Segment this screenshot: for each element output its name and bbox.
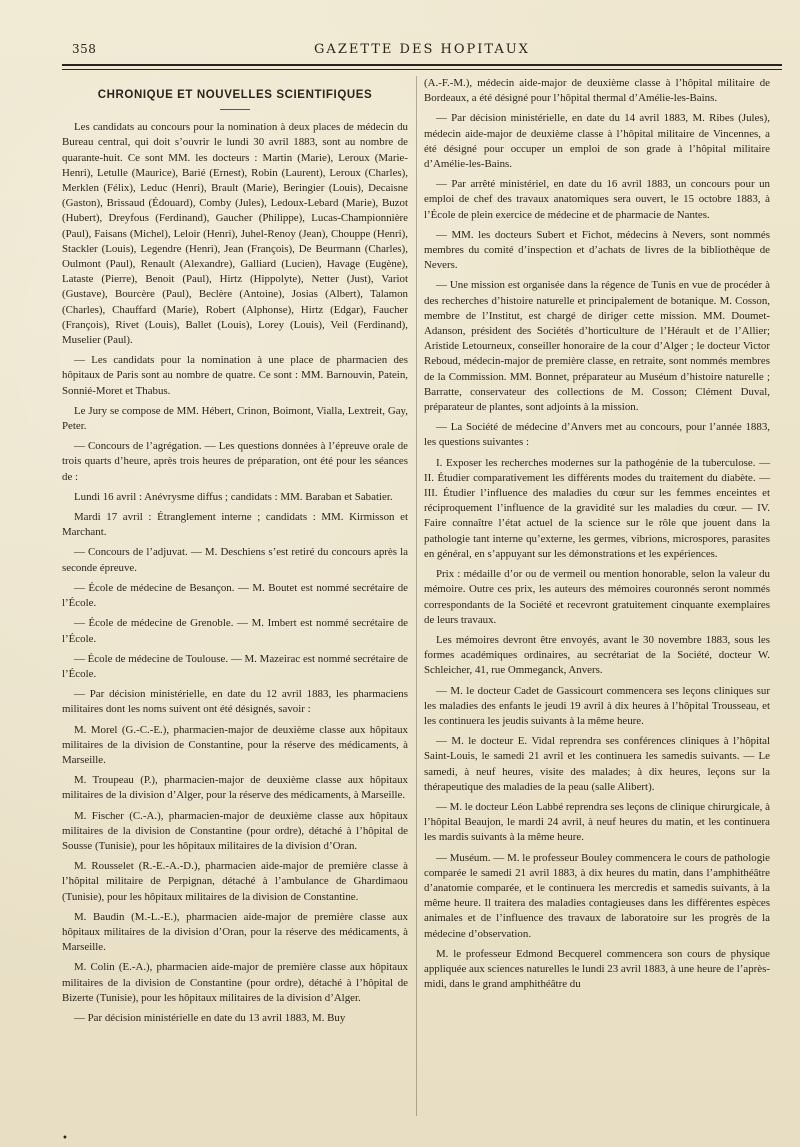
paragraph: — M. le docteur Cadet de Gassicourt commencera ses leçons cliniques sur les maladies des enfants le jeudi 19 avril à dix heures à l’hôpital Trousseau, et les continuera les jeudis suivants à la même heure. [424,684,770,727]
paragraph: — Muséum. — M. le professeur Bouley commencera le cours de pathologie comparée le samedi 21 avril 1883, à dix heures du matin, dans l’amphithéâtre d’anatomie comparée, et le continuera les mercredis et samedis suivants, à la même heure. Il traitera des maladies contagieuses dans les différentes espèces animales et de l’influence des travaux de laboratoire sur les progrès de la médecine d’observation. [424,851,770,940]
left-paragraphs [62,120,408,1026]
paragraph: M. Colin (E.-A.), pharmacien aide-major de première classe aux hôpitaux militaires de la division de Constantine (pour ordre), détaché à l’hôpital de Bizerte (Tunisie), pour les hôpitaux militaires de la division d’Alger. [62,961,408,1004]
paragraph: Le Jury se compose de MM. Hébert, Crinon, Boimont, Vialla, Lextreit, Gay, Peter. [62,404,408,433]
paragraph: — M. le docteur Léon Labbé reprendra ses leçons de clinique chirurgicale, à l’hôpital Beaujon, le mardi 24 avril, à neuf heures du matin, et les continuera les mardis suivants à la même heure. [424,800,770,844]
left-column [62,84,408,1031]
paragraph: M. le professeur Edmond Becquerel commencera son cours de physique appliquée aux sciences naturelles le lundi 23 avril 1883, à une heure de l’après-midi, dans le grand amphithéâtre du [424,947,770,991]
paragraph: Les candidats au concours pour la nomination à deux places de médecin du Bureau central, qui doit s’ouvrir le lundi 30 avril 1883, sont au nombre de quarante-huit. Ce sont MM. les docteurs : Martin (Marie), Leroux (Marie-Henri), Letulle (Maurice), Barié (Ernest), Robin (Laurent), Leroux (Charles), Merklen (Félix), Leduc (Henri), Brault (Marie), Beringier (Louis), Decaisne (Gaston), Brissaud (Édouard), Comby (Jules), Ledoux-Lebard (Marie), Buzot (Hubert), Dreyfous (Ferdinand), Gaucher (Philippe), Lucas-Championnière (Paul), Faisans (Michel), Leloir (Henri), Juhel-Renoy (Jean), Chouppe (Henri), Stackler (Louis), Legendre (Henri), Jean (François), De Beurmann (Charles), Oulmont (Paul), Renault (Alexandre), Galliard (Lucien), Havage (Eugène), Lataste (Pierre), Benoit (Paul), Hirtz (Hippolyte), Netter (Just), Variot (Gustave), Bourcère (Paul), Beclère (Antoine), Josias (Albert), Talamon (Charles), Chauffard (Marie), Robert (Alphonse), Hirtz (Edgar), Faucher (François), Rivet (Louis), Ballet (Louis), Lorey (Louis), Veil (Ferdinand), Muselier (Paul). [62,121,408,347]
right-paragraphs [424,76,770,992]
paragraph: Lundi 16 avril : Anévrysme diffus ; candidats : MM. Baraban et Sabatier. [74,490,393,503]
paragraph: I. Exposer les recherches modernes sur la pathogénie de la tuberculose. — II. Étudier comparativement les différents modes du traitement du diabète. — III. Étudier l’influence des maladies du cœur sur les femmes enceintes et réciproquement l’influence de la gravidité sur les maladies du cœur. — IV. Faire connaître l’état actuel de la science sur le rôle que jouent dans la pathologie tant interne qu’externe, les germes, vibrions, microspores, parasites en général, en s’appuyant sur les démonstrations et les expériences. [424,456,770,560]
paragraph: Mardi 17 avril : Étranglement interne ; candidats : MM. Kirmisson et Marchant. [62,511,408,539]
page-header [62,38,782,58]
paragraph: — Les candidats pour la nomination à une place de pharmacien des hôpitaux de Paris sont au nombre de quatre. Ce sont : MM. Barnouvin, Patein, Sonnié-Moret et Thabus. [62,354,408,397]
paragraph: M. Baudin (M.-L.-E.), pharmacien aide-major de première classe aux hôpitaux militaires de la division d’Oran, pour la réserve des médicaments, à Marseille. [62,910,408,954]
header-rule-thin [62,69,782,70]
paragraph: M. Rousselet (R.-E.-A.-D.), pharmacien aide-major de première classe à l’hôpital militaire de Perpignan, détaché à l’ambulance de Ghardimaou (Tunisie), pour les hôpitaux militaires de la division de Constantine. [62,860,408,903]
paragraph: Les mémoires devront être envoyés, avant le 30 novembre 1883, sous les formes académiques ordinaires, au secrétariat de la Société, docteur W. Schleicher, 41, rue Ommeganck, Anvers. [424,633,770,677]
paragraph: M. Troupeau (P.), pharmacien-major de deuxième classe aux hôpitaux militaires de la division d’Alger, pour la réserve des médicaments, à Marseille. [62,774,408,802]
header-rule-thick [62,64,782,66]
right-column [424,76,770,997]
paragraph: — La Société de médecine d’Anvers met au concours, pour l’année 1883, les questions suivantes : [424,421,770,449]
title-rule [220,109,250,110]
paragraph: M. Morel (G.-C.-E.), pharmacien-major de deuxième classe aux hôpitaux militaires de la division de Constantine, pour la réserve des médicaments, à Marseille. [62,723,408,766]
paragraph: — Par décision ministérielle, en date du 12 avril 1883, les pharmaciens militaires dont les noms suivent ont été désignés, savoir : [62,688,408,716]
paragraph: — Une mission est organisée dans la régence de Tunis en vue de procéder à des recherches d’histoire naturelle et principalement de botanique. M. Cosson, membre de l’Institut, est chargé de diriger cette mission. MM. Doumet-Adanson, président des Sociétés d’horticulture de l’Hérault et de l’Allier; Aristide Letourneux, conseiller honoraire de la cour d’Alger ; le docteur Victor Reboud, médecin-major de première classe, en retraite, sont nommés membres de la Commission. MM. Bonnet, préparateur au Muséum d’histoire naturelle ; Barratte, conservateur des collections de M. Cosson; Clément Duval, préparateur de plantes, sont adjoints à la mission. [424,279,770,414]
paragraph: M. Fischer (C.-A.), pharmacien-major de deuxième classe aux hôpitaux militaires de la division de Constantine (pour ordre), détaché à l’hôpital de Sousse (Tunisie), pour les hôpitaux militaires de la division d’Oran. [62,809,408,852]
page-number: 358 [72,42,97,56]
paragraph: — École de médecine de Grenoble. — M. Imbert est nommé secrétaire de l’École. [62,617,408,645]
journal-title: GAZETTE DES HOPITAUX [314,42,530,57]
paragraph: Prix : médaille d’or ou de vermeil ou mention honorable, selon la valeur du mémoire. Outre ces prix, les auteurs des mémoires couronnés seront nommés correspondants de la Société et recevront gratuitement cinquante exemplaires de leurs travaux. [424,568,770,626]
paragraph: (A.-F.-M.), médecin aide-major de deuxième classe à l’hôpital militaire de Bordeaux, a été désigné pour l’hôpital thermal d’Amélie-les-Bains. [424,77,770,105]
paragraph: — MM. les docteurs Subert et Fichot, médecins à Nevers, sont nommés membres du comité d’inspection et d’achats de livres de la bibliothèque de Nevers. [424,228,770,272]
paragraph: — École de médecine de Besançon. — M. Boutet est nommé secrétaire de l’École. [62,581,408,610]
paragraph: — Concours de l’agrégation. — Les questions données à l’épreuve orale de trois quarts d’heure, après trois heures de préparation, ont été pour les séances de : [62,440,408,483]
section-title: CHRONIQUE ET NOUVELLES SCIENTIFIQUES [97,89,373,101]
column-divider [416,76,417,1116]
paragraph: — École de médecine de Toulouse. — M. Mazeirac est nommé secrétaire de l’École. [62,652,408,680]
paragraph: — Par décision ministérielle, en date du 14 avril 1883, M. Ribes (Jules), médecin aide-major de deuxième classe à l’hôpital militaire de Vincennes, a été désigné pour occuper un emploi de son grade à l’hôpital militaire d’Amélie-les-Bains. [424,112,770,171]
footer-mark: • [62,1133,68,1144]
paragraph: — Par décision ministérielle en date du 13 avril 1883, M. Buy [74,1011,346,1024]
paragraph: — M. le docteur E. Vidal reprendra ses conférences cliniques à l’hôpital Saint-Louis, le samedi 21 avril et les continuera les samedis suivants. — Le samedi, à neuf heures, visite des malades; à dix heures, leçons sur la thérapeutique des maladies de la peau (salle Alibert). [424,735,770,793]
paragraph: — Concours de l’adjuvat. — M. Deschiens s’est retiré du concours après la seconde épreuve. [62,546,408,574]
paragraph: — Par arrêté ministériel, en date du 16 avril 1883, un concours pour un emploi de chef des travaux anatomiques sera ouvert, le 15 octobre 1883, à l’École de plein exercice de médecine et de pharmacie de Nantes. [424,178,770,221]
